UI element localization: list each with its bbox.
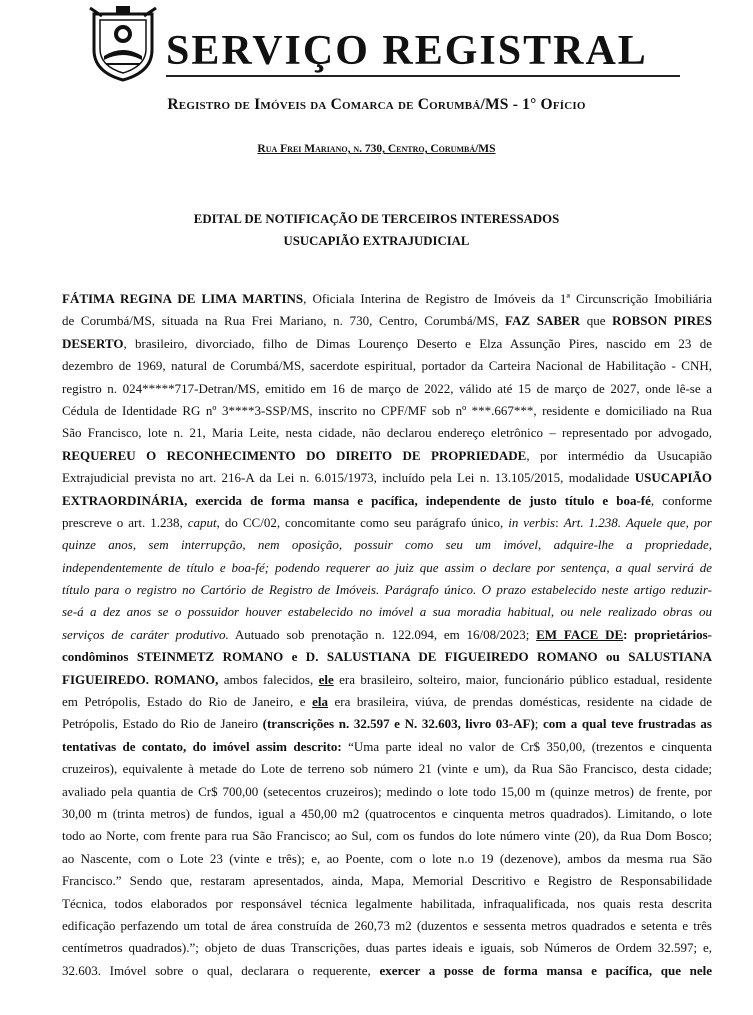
text-run: Cédula de Identidade RG nº 3****3-SSP/MS, inscrito no CPF/MF sob nº ***.667***, residente e domiciliado na Rua	[62, 402, 712, 418]
text-run: USUCAPIÃO	[634, 470, 712, 486]
text-run: Autuado sob prenotação n. 122.094, em 16/08/2023;	[228, 626, 537, 642]
page-title: SERVIÇO REGISTRAL	[166, 28, 648, 74]
text-run: dezembro de 1969, natural de Corumbá/MS, sacerdote espiritual, portador da Carteira Nacional de Habilitação - CNH,	[62, 358, 712, 374]
text-run: , brasileiro, divorciado, filho de Dimas Lourenço Deserto e Elza Assunção Pires, nascido em 23 de	[123, 335, 712, 351]
body-line	[62, 333, 712, 355]
body-line	[62, 624, 712, 646]
text-run: , Oficiala Interina de Registro de Imóveis da 1ª Circunscrição Imobiliária	[303, 291, 712, 306]
text-run: era brasileiro, solteiro, maior, funcionário público estadual, residente	[333, 671, 712, 687]
text-run: , do CC/02, concomitante como seu parágrafo único,	[216, 514, 509, 530]
text-run: Francisco.” Sendo que, restaram apresentados, ainda, Mapa, Memorial Descritivo e Registro de Responsabilidade	[62, 873, 712, 889]
text-run: que	[580, 313, 613, 329]
text-run: FÁTIMA REGINA DE LIMA MARTINS	[62, 291, 304, 306]
text-run: REQUEREU O RECONHECIMENTO DO DIREITO DE PROPRIEDADE	[62, 447, 527, 463]
text-run: 32.603. Imóvel sobre o qual, declarara o requerente,	[62, 962, 380, 978]
text-run: ao Nascente, com o Lote 23 (vinte e três); e, ao Poente, com o lote n.o 19 (dezenove), ambos da mesma rua São	[62, 850, 712, 866]
body-line	[62, 490, 712, 512]
text-run: Art. 1.238. Aquele que, por	[563, 514, 712, 530]
body-line	[62, 378, 712, 400]
body-line	[62, 893, 712, 915]
body-line	[62, 646, 712, 668]
text-run: caput	[187, 514, 217, 530]
text-run: DESERTO	[62, 335, 124, 351]
notice-heading	[0, 208, 753, 252]
office-address: Rua Frei Mariano, n. 730, Centro, Corumbá/MS	[257, 143, 496, 155]
text-run: 30,00 m (trinta metros) de fundos, igual a 450,00 m2 (quatrocentos e cinquenta metros quadrados). Limitando, o lote	[62, 805, 712, 821]
notice-heading-line1: EDITAL DE NOTIFICAÇÃO DE TERCEIROS INTERESSADOS	[193, 212, 560, 226]
coat-of-arms-logo	[88, 4, 158, 82]
text-run: era brasileira, viúva, de prendas domésticas, residente na cidade de	[327, 694, 712, 710]
notice-heading-line2: USUCAPIÃO EXTRAJUDICIAL	[283, 234, 470, 248]
text-run: prescreve o art. 1.238,	[62, 514, 188, 530]
body-line	[62, 601, 712, 623]
text-run: ela	[312, 694, 328, 710]
body-line	[62, 534, 712, 556]
body-line	[62, 915, 712, 937]
body-line	[62, 288, 712, 310]
body-line	[62, 937, 712, 959]
body-line	[62, 713, 712, 735]
text-run: condôminos STEINMETZ ROMANO e D. SALUSTIANA DE FIGUEIREDO ROMANO ou SALUSTIANA	[62, 649, 712, 665]
text-run: in verbis	[508, 514, 556, 530]
body-line	[62, 355, 712, 377]
text-run: “Uma parte ideal no valor de Cr$ 350,00, (trezentos e cinquenta	[341, 738, 712, 754]
text-run: ;	[534, 716, 544, 732]
body-line	[62, 736, 712, 758]
text-run: edificação perfazendo um total de área construída de 260,73 m2 (duzentos e sessenta metros quadrados e setenta e três	[62, 917, 712, 933]
body-line	[62, 960, 712, 982]
body-line	[62, 467, 712, 489]
body-line	[62, 781, 712, 803]
text-run: independentemente de título e boa-fé; podendo requerer ao juiz que assim o declare por sentença, a qual servirá de	[62, 559, 712, 575]
body-line	[62, 400, 712, 422]
text-run: FAZ SABER	[505, 313, 581, 329]
body-line	[62, 848, 712, 870]
office-subtitle: Registro de Imóveis da Comarca de Corumbá/MS - 1° Ofício	[167, 96, 586, 113]
text-run: todo ao Norte, com frente para rua São Francisco; ao Sul, com os fundos do lote número vinte (20), da Rua Dom Bosco;	[62, 828, 712, 844]
text-run: (transcrições n. 32.597 e N. 32.603, livro 03-AF)	[262, 716, 535, 732]
text-run: EXTRAORDINÁRIA, exercida de forma mansa e pacífica, independente de justo título e boa-fé	[62, 492, 651, 508]
text-run: Petrópolis, Estado do Rio de Janeiro	[62, 716, 263, 732]
text-run: cruzeiros), equivalente à metade do Lote de terreno sob número 21 (vinte e um), da Rua São Francisco, desta cidade;	[62, 761, 712, 777]
body-line	[62, 579, 712, 601]
body-line	[62, 758, 712, 780]
text-run: serviços de caráter produtivo.	[62, 626, 229, 642]
text-run: centímetros quadrados).”; objeto de duas Transcrições, duas partes ideais e iguais, sob Números de Ordem 32.597; e,	[62, 940, 712, 956]
text-run: EM FACE DE	[536, 626, 624, 642]
text-run: FIGUEIREDO. ROMANO,	[62, 671, 219, 687]
body-line	[62, 445, 712, 467]
text-run: ele	[318, 671, 334, 687]
text-run: :	[555, 514, 564, 530]
text-run: tentativas de contato, do imóvel assim descrito:	[62, 738, 342, 754]
body-line	[62, 422, 712, 444]
text-run: : proprietários-	[623, 626, 712, 642]
text-run: quinze anos, sem interrupção, nem oposição, possuir como seu um imóvel, adquire-lhe a propriedade,	[62, 537, 712, 553]
text-run: se-á a dez anos se o possuidor houver estabelecido no imóvel a sua moradia habitual, ou nele realizado obras ou	[62, 604, 712, 620]
body-line	[62, 825, 712, 847]
text-run: exercer a posse de forma mansa e pacífica, que nele	[379, 962, 712, 978]
title-underline	[166, 75, 680, 77]
text-run: com a qual teve frustradas as	[543, 716, 712, 732]
text-run: avaliado pela quantia de Cr$ 700,00 (setecentos cruzeiros); medindo o lote todo 15,00 m (quinze metros) de frente, por	[62, 783, 712, 799]
text-run: Extrajudicial prevista no art. 216-A da Lei n. 6.015/1973, incluído pela Lei n. 13.105/2015, modalidade	[62, 470, 635, 486]
body-line	[62, 870, 712, 892]
text-run: de Corumbá/MS, situada na Rua Frei Mariano, n. 730, Centro, Corumbá/MS,	[62, 313, 505, 329]
text-run: registro n. 024*****717-Detran/MS, emitido em 16 de março de 2022, válido até 15 de março de 2027, onde lê-se a	[62, 380, 712, 396]
body-line	[62, 310, 712, 332]
body-line	[62, 512, 712, 534]
text-run: , conforme	[650, 492, 713, 508]
text-run: ambos falecidos,	[218, 671, 319, 687]
body-line	[62, 803, 712, 825]
text-run: Técnica, todos elaborados por responsável técnica legalmente habilitada, infraqualificada, nos quais resta descrita	[62, 895, 712, 911]
text-run: ROBSON PIRES	[612, 313, 712, 329]
text-run: São Francisco, lote n. 21, Maria Leite, nesta cidade, não declarou endereço eletrônico – representado por advogado,	[62, 425, 712, 441]
body-line	[62, 669, 712, 691]
text-run: título para o registro no Cartório de Registro de Imóveis. Parágrafo único. O prazo estabelecido neste artigo reduzir-	[62, 582, 712, 598]
body-line	[62, 557, 712, 579]
body-line	[62, 691, 712, 713]
text-run: , por intermédio da Usucapião	[526, 447, 712, 463]
text-run: em Petrópolis, Estado do Rio de Janeiro, e	[62, 694, 313, 710]
notice-body	[62, 288, 712, 982]
